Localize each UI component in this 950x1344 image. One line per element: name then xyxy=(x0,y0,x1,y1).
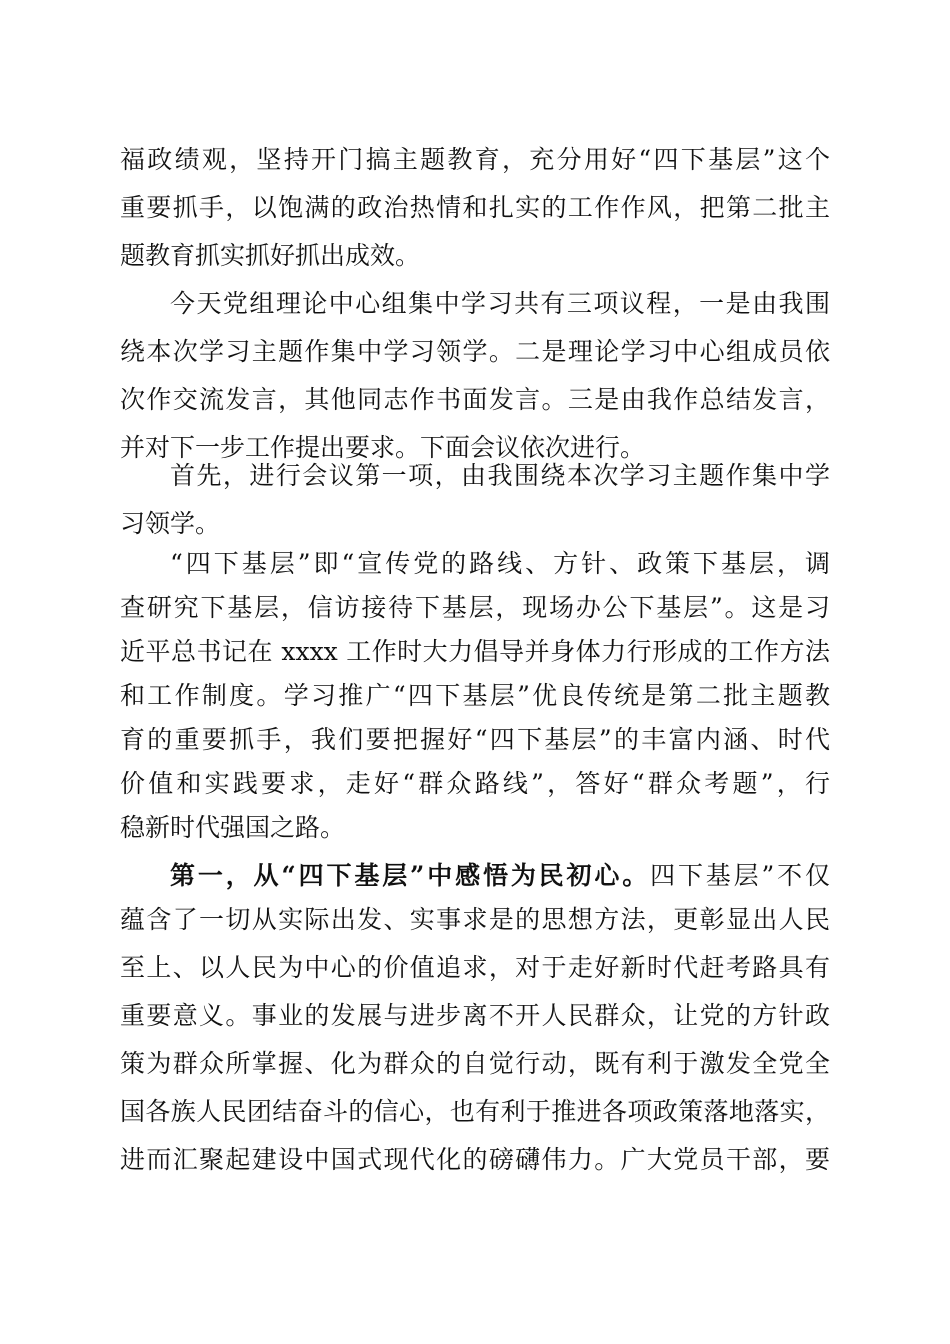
text-line: 绕本次学习主题作集中学习领学。二是理论学习中心组成员依 xyxy=(120,337,830,366)
text-line: 重要意义。事业的发展与进步离不开人民群众，让党的方针政 xyxy=(120,1001,830,1030)
text-line: 福政绩观，坚持开门搞主题教育，充分用好“四下基层”这个 xyxy=(120,145,830,174)
text-line: 重要抓手，以饱满的政治热情和扎实的工作作风，把第二批主 xyxy=(120,193,830,222)
text-line: 近平总书记在 xxxx 工作时大力倡导并身体力行形成的工作方法 xyxy=(120,637,830,666)
text-line: 国各族人民团结奋斗的信心，也有利于推进各项政策落地落实， xyxy=(120,1097,830,1126)
text-line-bold-lead xyxy=(170,860,830,892)
text-line: 策为群众所掌握、化为群众的自觉行动，既有利于激发全党全 xyxy=(120,1049,830,1078)
text-line: 育的重要抓手，我们要把握好“四下基层”的丰富内涵、时代 xyxy=(120,725,830,754)
text-line: 今天党组理论中心组集中学习共有三项议程，一是由我围 xyxy=(170,289,830,318)
text-line: 次作交流发言，其他同志作书面发言。三是由我作总结发言， xyxy=(120,385,830,414)
text-line: 首先，进行会议第一项，由我围绕本次学习主题作集中学 xyxy=(170,461,830,490)
text-line: 查研究下基层，信访接待下基层，现场办公下基层”。这是习 xyxy=(120,593,830,622)
text-line: “四下基层”即“宣传党的路线、方针、政策下基层，调 xyxy=(170,549,830,578)
text-line: 和工作制度。学习推广“四下基层”优良传统是第二批主题教 xyxy=(120,681,830,710)
text-line: 并对下一步工作提出要求。下面会议依次进行。 xyxy=(120,433,646,462)
text-line: 至上、以人民为中心的价值追求，对于走好新时代赶考路具有 xyxy=(120,953,830,982)
section-heading-continuation: 四下基层”不仅 xyxy=(650,861,830,890)
section-heading: 第一，从“四下基层”中感悟为民初心。 xyxy=(170,861,651,890)
text-line: 价值和实践要求，走好“群众路线”，答好“群众考题”，行 xyxy=(120,769,830,798)
text-line: 习领学。 xyxy=(120,509,221,538)
text-line: 题教育抓实抓好抓出成效。 xyxy=(120,241,421,270)
text-line: 稳新时代强国之路。 xyxy=(120,813,346,842)
text-line: 蕴含了一切从实际出发、实事求是的思想方法，更彰显出人民 xyxy=(120,905,830,934)
text-line: 进而汇聚起建设中国式现代化的磅礴伟力。广大党员干部，要 xyxy=(120,1145,830,1174)
